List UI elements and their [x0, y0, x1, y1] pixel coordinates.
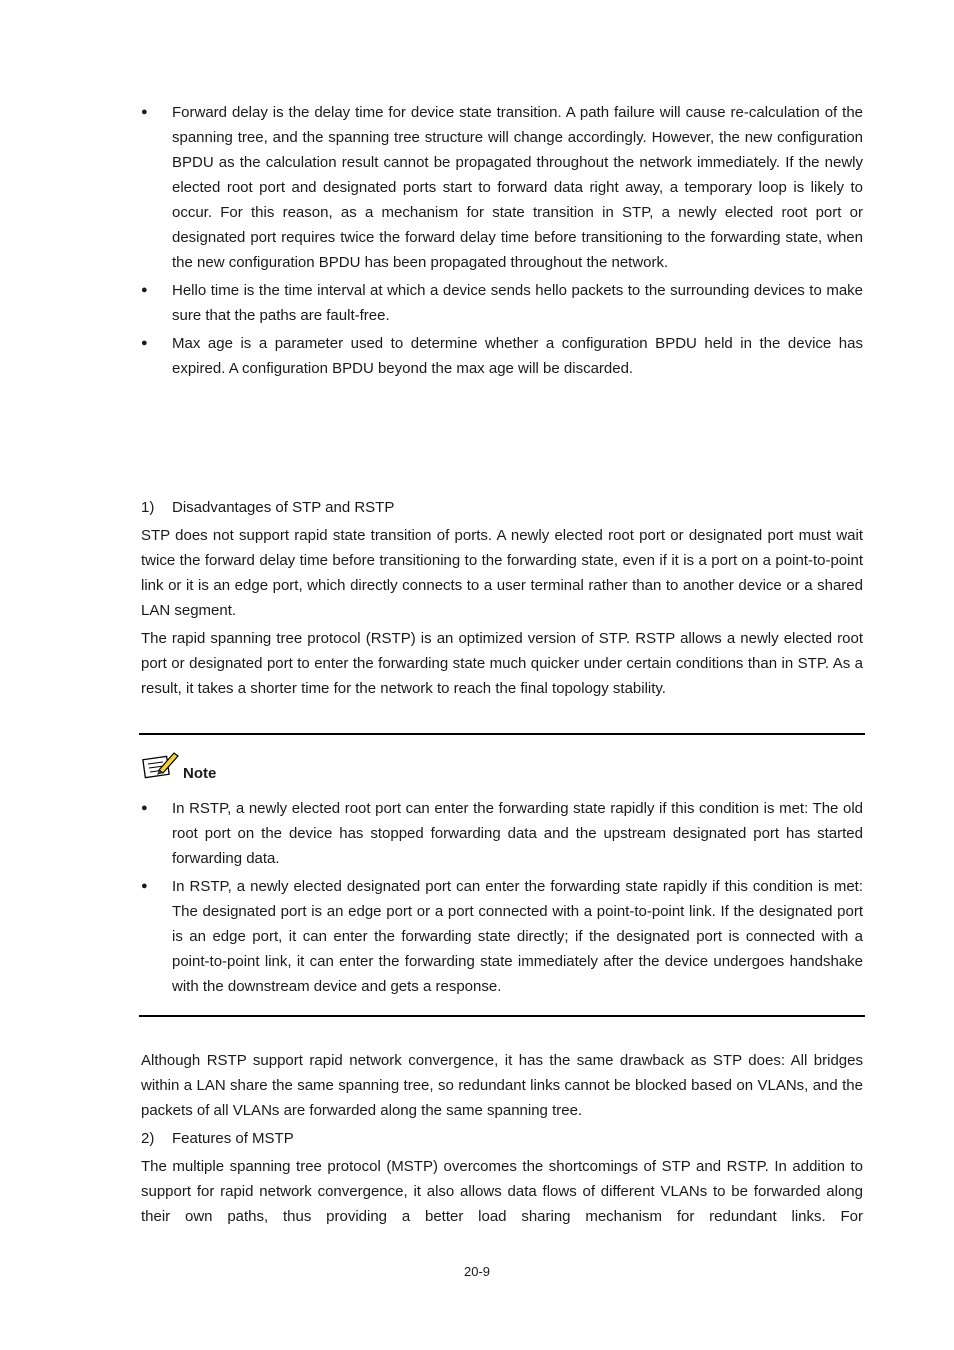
bullet-text: In RSTP, a newly elected designated port can enter the forwarding state rapidly if this condition is met: The designated port is an edge port or a port connected with a point-to-point link. If the designated port is an edge port, it can enter the forwarding state directly; if the designated port is connected with a point-to-point link, it can enter the forwarding state immediately after the device undergoes handshake with the downstream device and gets a response. — [172, 878, 863, 995]
bullet-glyph: ● — [141, 802, 148, 814]
bullet-text: Forward delay is the delay time for device state transition. A path failure will cause re-calculation of the spanning tree, and the spanning tree structure will change accordingly. However, the new configuration BPDU as the calculation result cannot be propagated throughout the network immediately. If the newly elected root port and designated ports start to forward data right away, a temporary loop is likely to occur. For this reason, as a mechanism for state transition in STP, a newly elected root port or designated port requires twice the forward delay time before transitioning to the forwarding state, when the new configuration BPDU has been propagated throughout the network. — [172, 104, 863, 271]
bullet-text: Max age is a parameter used to determine whether a configuration BPDU held in the device has expired. A configuration BPDU beyond the max age will be discarded. — [172, 335, 863, 377]
paragraph: STP does not support rapid state transition of ports. A newly elected root port or designated port must wait twice the forward delay time before transitioning to the forwarding state, even if it is a port on a point-to-point link or it is an edge port, which directly connects to a user terminal rather than to another device or a shared LAN segment. — [141, 527, 863, 619]
section-disadvantages — [141, 495, 863, 704]
section-heading — [141, 1126, 863, 1151]
paragraph: The rapid spanning tree protocol (RSTP) is an optimized version of STP. RSTP allows a newly elected root port or designated port to enter the forwarding state much quicker under certain conditions than in STP. As a result, it takes a shorter time for the network to reach the final topology stability. — [141, 630, 863, 697]
list-item — [141, 796, 863, 871]
list-item — [141, 278, 863, 328]
section-heading — [141, 495, 863, 520]
list-item — [141, 100, 863, 275]
bullet-text: In RSTP, a newly elected root port can enter the forwarding state rapidly if this condition is met: The old root port on the device has stopped forwarding data and the upstream designated port has started forwarding data. — [172, 800, 863, 867]
list-item — [141, 331, 863, 381]
bullet-text: Hello time is the time interval at which a device sends hello packets to the surrounding devices to make sure that the paths are fault-free. — [172, 282, 863, 324]
bullet-glyph: ● — [141, 337, 148, 349]
list-item — [141, 874, 863, 999]
note-pencil-icon — [141, 750, 179, 784]
note-top-rule — [139, 733, 865, 735]
bullet-glyph: ● — [141, 106, 148, 118]
paragraph: The multiple spanning tree protocol (MSTP) overcomes the shortcomings of STP and RSTP. In addition to support for rapid network convergence, it also allows data flows of different VLANs to be forwarded along their own paths, thus providing a better load sharing mechanism for redundant links. For — [141, 1158, 863, 1225]
paragraph: Although RSTP support rapid network convergence, it has the same drawback as STP does: All bridges within a LAN share the same spanning tree, so redundant links cannot be blocked based on VLANs, and the packets of all VLANs are forwarded along the same spanning tree. — [141, 1052, 863, 1119]
note-bottom-rule — [139, 1015, 865, 1017]
section-title: Features of MSTP — [172, 1130, 294, 1147]
note-label: Note — [183, 765, 217, 782]
bullet-glyph: ● — [141, 880, 148, 892]
section-mstp — [141, 1048, 863, 1232]
parameter-bullet-list — [141, 100, 863, 384]
section-title: Disadvantages of STP and RSTP — [172, 499, 395, 516]
section-number: 1) — [141, 499, 155, 516]
note-bullet-list — [141, 796, 863, 1002]
bullet-glyph: ● — [141, 284, 148, 296]
section-number: 2) — [141, 1130, 155, 1147]
page-number: 20-9 — [463, 1264, 491, 1279]
note-header — [141, 752, 216, 784]
